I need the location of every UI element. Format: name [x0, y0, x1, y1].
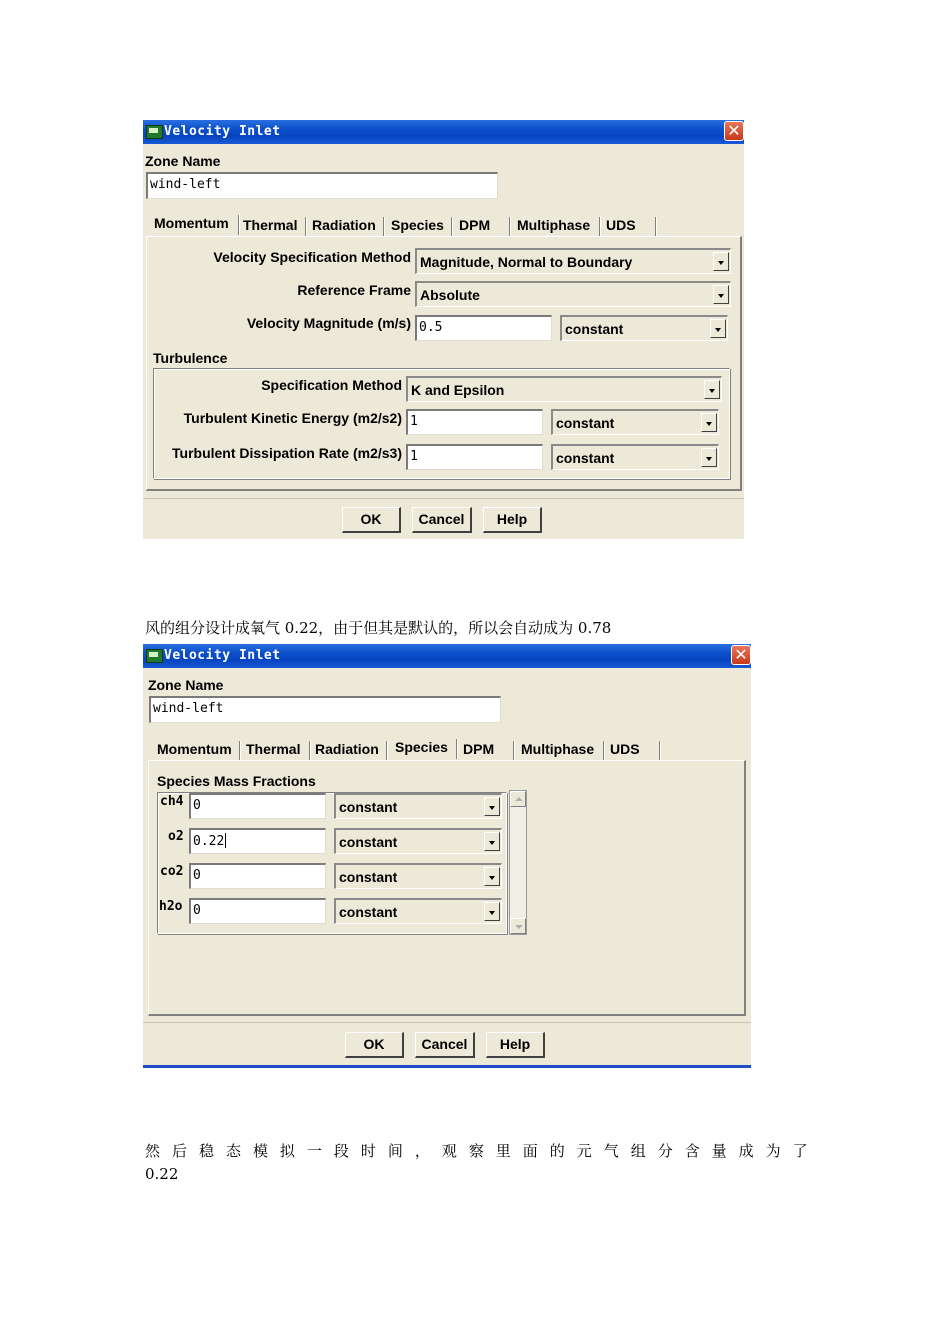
velocity-inlet-dialog-momentum [143, 120, 744, 539]
zone-name-input[interactable]: wind-left [149, 696, 501, 723]
reference-frame-label: Reference Frame [297, 282, 411, 298]
tab-thermal[interactable]: Thermal [246, 741, 301, 757]
scroll-down-icon[interactable] [510, 918, 526, 934]
velocity-magnitude-input[interactable]: 0.5 [415, 315, 552, 341]
caption-char: 面 [522, 1142, 538, 1160]
caption-char: 的 [549, 1142, 565, 1160]
caption-char: 稳 [198, 1142, 214, 1160]
ok-button[interactable]: OK [342, 507, 401, 533]
chevron-down-icon[interactable] [704, 380, 720, 399]
caption-oxygen-fraction: 风的组分设计成氧气 0.22，由于但其是默认的，所以会自动成为 0.78 [145, 619, 612, 637]
caption-char: 拟 [279, 1142, 295, 1160]
tdr-profile-select[interactable] [551, 444, 719, 470]
tke-input[interactable]: 1 [406, 409, 543, 435]
caption-char: 组 [630, 1142, 646, 1160]
tab-species[interactable]: Species [395, 739, 448, 755]
velocity-magnitude-profile-select[interactable] [560, 315, 728, 341]
velocity-spec-method-label: Velocity Specification Method [213, 249, 411, 265]
ok-button[interactable]: OK [345, 1032, 404, 1058]
app-icon [146, 125, 163, 139]
reference-frame-select[interactable] [415, 281, 731, 307]
caption-char: 为 [765, 1142, 781, 1160]
tab-momentum[interactable]: Momentum [157, 741, 232, 757]
tab-uds[interactable]: UDS [606, 217, 636, 233]
chevron-down-icon[interactable] [484, 902, 500, 921]
caption-char: 分 [657, 1142, 673, 1160]
reference-frame-value: Absolute [420, 287, 480, 303]
chevron-down-icon[interactable] [484, 867, 500, 886]
caption-char: 时 [360, 1142, 376, 1160]
caption-line-2: 0.22 [145, 1165, 179, 1183]
tab-radiation[interactable]: Radiation [315, 741, 379, 757]
caption-char: 气 [603, 1142, 619, 1160]
species-o2-profile-value: constant [339, 834, 398, 850]
caption-steady-simulation [145, 1140, 808, 1162]
velocity-inlet-dialog-species [143, 644, 751, 1068]
tab-multiphase[interactable]: Multiphase [521, 741, 595, 757]
caption-char: 观 [441, 1142, 457, 1160]
caption-char: 后 [171, 1142, 187, 1160]
title-bar[interactable] [143, 120, 744, 144]
caption-char: 里 [495, 1142, 511, 1160]
tke-profile-select[interactable] [551, 409, 719, 435]
scroll-up-icon[interactable] [510, 791, 526, 807]
caption-char: 间 [387, 1142, 403, 1160]
cancel-button[interactable]: Cancel [412, 507, 472, 533]
turbulence-spec-method-value: K and Epsilon [411, 382, 505, 398]
caption-char: 模 [252, 1142, 268, 1160]
tab-thermal[interactable]: Thermal [243, 217, 298, 233]
species-co2-profile-select[interactable] [334, 863, 502, 889]
chevron-down-icon[interactable] [701, 413, 717, 432]
caption-char: 成 [738, 1142, 754, 1160]
species-name-o2: o2 [168, 829, 184, 844]
tab-radiation[interactable]: Radiation [312, 217, 376, 233]
species-name-co2: co2 [160, 864, 184, 879]
zone-name-input[interactable]: wind-left [146, 172, 498, 199]
velocity-magnitude-profile-value: constant [565, 321, 624, 337]
tab-dpm[interactable]: DPM [463, 741, 495, 757]
cancel-button[interactable]: Cancel [415, 1032, 475, 1058]
tke-profile-value: constant [556, 415, 615, 431]
chevron-down-icon[interactable] [710, 319, 726, 338]
caption-char: 然 [145, 1142, 161, 1160]
species-name-ch4: ch4 [160, 794, 184, 809]
velocity-magnitude-label: Velocity Magnitude (m/s) [246, 315, 411, 331]
species-h2o-input[interactable]: 0 [189, 898, 326, 924]
chevron-down-icon[interactable] [484, 832, 500, 851]
velocity-spec-method-select[interactable] [415, 248, 731, 274]
species-list-scrollbar[interactable] [509, 790, 527, 935]
chevron-down-icon[interactable] [484, 797, 500, 816]
turbulence-spec-method-select[interactable] [406, 376, 722, 402]
species-h2o-profile-value: constant [339, 904, 398, 920]
caption-char: 态 [225, 1142, 241, 1160]
tab-uds[interactable]: UDS [610, 741, 640, 757]
tab-momentum[interactable]: Momentum [154, 215, 229, 231]
caption-line-1 [145, 1140, 808, 1161]
species-ch4-input[interactable]: 0 [189, 793, 326, 819]
tab-dpm[interactable]: DPM [459, 217, 491, 233]
window-title: Velocity Inlet [164, 124, 281, 139]
species-o2-profile-select[interactable] [334, 828, 502, 854]
zone-name-label: Zone Name [145, 153, 221, 169]
tab-multiphase[interactable]: Multiphase [517, 217, 591, 233]
chevron-down-icon[interactable] [713, 252, 729, 271]
tdr-input[interactable]: 1 [406, 444, 543, 470]
close-icon[interactable]: ✕ [731, 645, 751, 665]
species-name-h2o: h2o [159, 899, 183, 914]
species-mass-fractions-label: Species Mass Fractions [157, 773, 316, 789]
species-co2-profile-value: constant [339, 869, 398, 885]
turbulence-spec-method-label: Specification Method [261, 377, 402, 393]
zone-name-label: Zone Name [148, 677, 224, 693]
caption-char: 察 [468, 1142, 484, 1160]
turbulence-label: Turbulence [153, 350, 228, 366]
caption-char: 一 [306, 1142, 322, 1160]
tdr-label: Turbulent Dissipation Rate (m2/s3) [172, 445, 402, 461]
caption-char: 含 [684, 1142, 700, 1160]
help-button[interactable]: Help [483, 507, 542, 533]
caption-char: 量 [711, 1142, 727, 1160]
tab-species[interactable]: Species [391, 217, 444, 233]
caption-char: 了 [792, 1142, 808, 1160]
species-h2o-profile-select[interactable] [334, 898, 502, 924]
app-icon [146, 649, 163, 663]
species-co2-input[interactable]: 0 [189, 863, 326, 889]
tdr-profile-value: constant [556, 450, 615, 466]
caption-char: 段 [333, 1142, 349, 1160]
species-o2-input[interactable] [189, 828, 326, 854]
help-button[interactable]: Help [486, 1032, 545, 1058]
title-bar[interactable] [143, 644, 751, 668]
velocity-spec-method-value: Magnitude, Normal to Boundary [420, 254, 633, 270]
caption-char: 元 [576, 1142, 592, 1160]
window-title: Velocity Inlet [164, 648, 281, 663]
species-ch4-profile-value: constant [339, 799, 398, 815]
chevron-down-icon[interactable] [713, 285, 729, 304]
species-ch4-profile-select[interactable] [334, 793, 502, 819]
species-o2-value: 0.22 [193, 834, 225, 849]
close-icon[interactable]: ✕ [724, 121, 744, 141]
tke-label: Turbulent Kinetic Energy (m2/s2) [183, 410, 402, 426]
caption-char: ， [414, 1142, 430, 1160]
text-caret [225, 833, 226, 848]
chevron-down-icon[interactable] [701, 448, 717, 467]
